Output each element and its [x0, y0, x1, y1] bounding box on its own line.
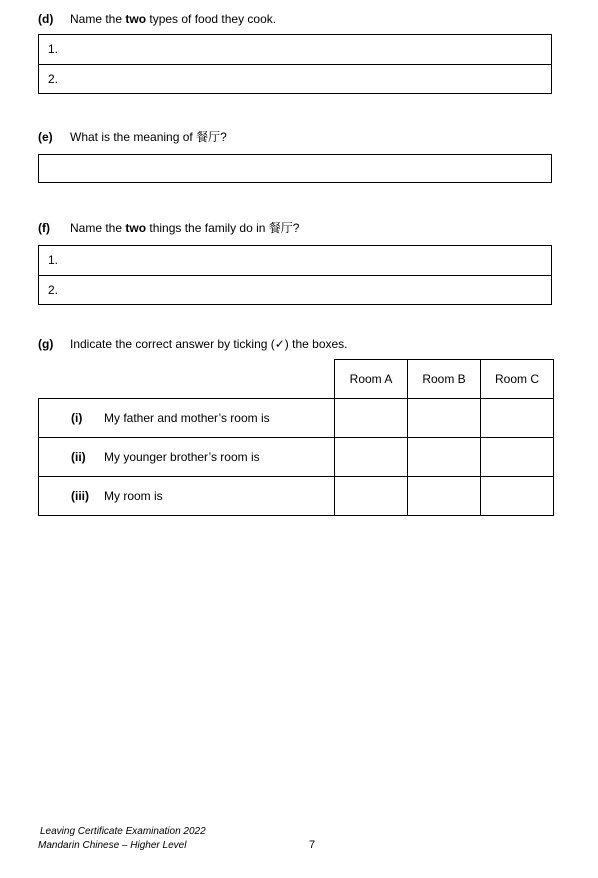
question-text-pre: Name the	[70, 12, 126, 26]
footer-exam-title: Leaving Certificate Examination 2022	[40, 826, 206, 837]
answer-row[interactable]	[39, 246, 551, 275]
question-text-bold: two	[125, 221, 147, 235]
question-e	[38, 130, 227, 144]
question-label: (f)	[38, 221, 50, 235]
answer-row-number: 2.	[48, 283, 59, 297]
tick-box-room-b[interactable]	[407, 437, 481, 477]
column-header-room-c: Room C	[480, 359, 554, 399]
tick-box-room-c[interactable]	[480, 398, 554, 438]
question-text: Indicate the correct answer by ticking (✓) the boxes.	[70, 337, 348, 351]
question-label: (d)	[38, 12, 54, 26]
page-number: 7	[309, 839, 316, 851]
question-text-post: types of food they cook.	[146, 12, 277, 26]
column-header-room-b: Room B	[407, 359, 481, 399]
question-d	[38, 12, 276, 26]
statement-number: (i)	[71, 411, 83, 425]
answer-row[interactable]	[39, 64, 551, 93]
tick-box-room-a[interactable]	[334, 437, 408, 477]
statement-row-i	[38, 398, 335, 438]
statement-text: My room is	[104, 489, 163, 503]
question-text-bold: two	[125, 12, 147, 26]
question-label: (g)	[38, 337, 54, 351]
answer-box-f	[38, 245, 552, 305]
question-text: What is the meaning of 餐厅?	[70, 130, 227, 144]
footer-subject-level: Mandarin Chinese – Higher Level	[38, 840, 187, 851]
tick-box-room-b[interactable]	[407, 398, 481, 438]
question-text-pre: Name the	[70, 221, 126, 235]
statement-row-ii	[38, 437, 335, 477]
statement-number: (iii)	[71, 489, 89, 503]
tick-box-room-a[interactable]	[334, 398, 408, 438]
answer-row-number: 2.	[48, 72, 59, 86]
question-label: (e)	[38, 130, 53, 144]
statement-text: My younger brother’s room is	[104, 450, 260, 464]
statement-text: My father and mother’s room is	[104, 411, 270, 425]
statement-row-iii	[38, 476, 335, 516]
answer-row[interactable]	[39, 275, 551, 304]
question-text-post: things the family do in 餐厅?	[146, 221, 300, 235]
answer-row-number: 1.	[48, 42, 59, 56]
statement-number: (ii)	[71, 450, 86, 464]
question-g	[38, 337, 348, 351]
room-answer-table	[38, 359, 554, 516]
tick-box-room-a[interactable]	[334, 476, 408, 516]
column-header-room-a: Room A	[334, 359, 408, 399]
tick-box-room-c[interactable]	[480, 476, 554, 516]
answer-box-d	[38, 34, 552, 94]
answer-row-number: 1.	[48, 253, 59, 267]
answer-row[interactable]	[39, 35, 551, 64]
tick-box-room-b[interactable]	[407, 476, 481, 516]
answer-box-e[interactable]	[38, 154, 552, 183]
tick-box-room-c[interactable]	[480, 437, 554, 477]
question-f	[38, 221, 299, 235]
